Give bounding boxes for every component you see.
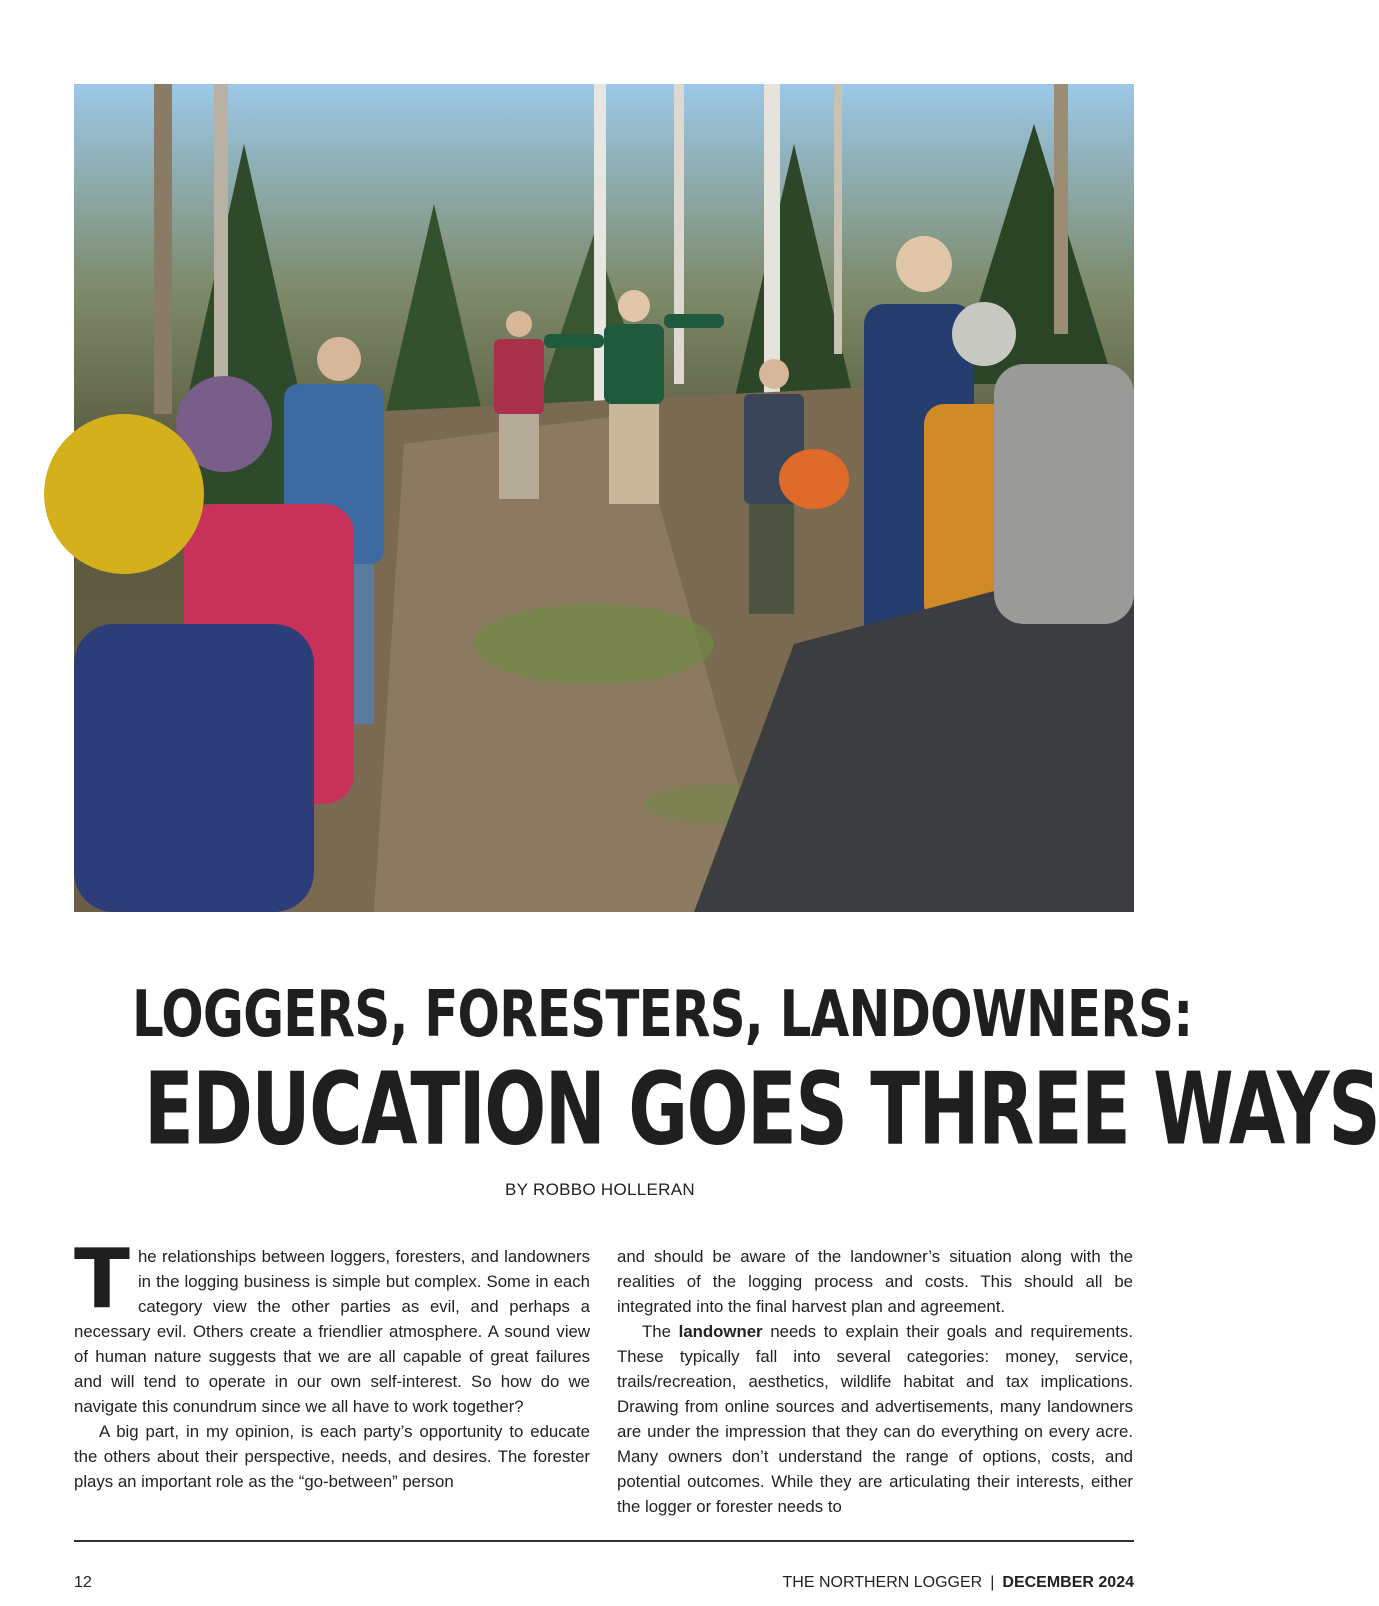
publication-name: THE NORTHERN LOGGER: [782, 1574, 983, 1591]
paragraph-3: and should be aware of the landowner’s situation along with the realities of the logging process and costs. This should all be integrated into the final harvest plan and agreement.: [617, 1247, 1133, 1316]
footer-separator: |: [990, 1574, 995, 1591]
paragraph-1-text: he relationships between loggers, foresters, and landowners in the logging business is simple but complex. Some in each category view the other parties as evil, and perhaps a necessary evil. Others create a friendlier atmosphere. A sound view of human nature suggests that we are all capable of great failures and will tend to operate in our own self-interest. So how do we navigate this conundrum since we all have to work together?: [74, 1247, 590, 1416]
paragraph-2: A big part, in my opinion, is each party’s opportunity to educate the others about their perspective, needs, and desires. The forester plays an important role as the “go-between” person: [74, 1422, 590, 1491]
cover-photo: [74, 84, 1134, 912]
byline: BY ROBBO HOLLERAN: [505, 1180, 695, 1199]
issue-date: DECEMBER 2024: [1002, 1574, 1134, 1591]
paragraph-1: [74, 1232, 590, 1419]
keyword-landowner: landowner: [678, 1322, 763, 1341]
paragraph-4-text: needs to explain their goals and requirements. These typically fall into several categories: money, service, trails/recreation, aesthetics, wildlife habitat and tax implications. Drawing from online sources and advertisements, many landowners are under the impression that they can do everything on every acre. Many owners don’t understand the range of options, costs, and potential outcomes. While they are articulating their interests, either the logger or forester needs to: [617, 1322, 1133, 1516]
running-footer: [783, 1574, 1135, 1592]
headline-line-1: LOGGERS, FORESTERS, LANDOWNERS:: [132, 978, 1193, 1052]
page-number: 12: [74, 1574, 92, 1591]
paragraph-4: [617, 1319, 1133, 1519]
paragraph-4-start: The: [642, 1322, 679, 1341]
footer-rule: [74, 1540, 1134, 1542]
forest-group-photo: [74, 84, 1134, 912]
headline-line-2: EDUCATION GOES THREE WAYS: [144, 1050, 1379, 1168]
person-red-sweater: [494, 311, 544, 499]
drop-cap: T: [74, 1232, 130, 1327]
article-column-left: [74, 1232, 590, 1494]
article-column-right: [617, 1244, 1133, 1519]
